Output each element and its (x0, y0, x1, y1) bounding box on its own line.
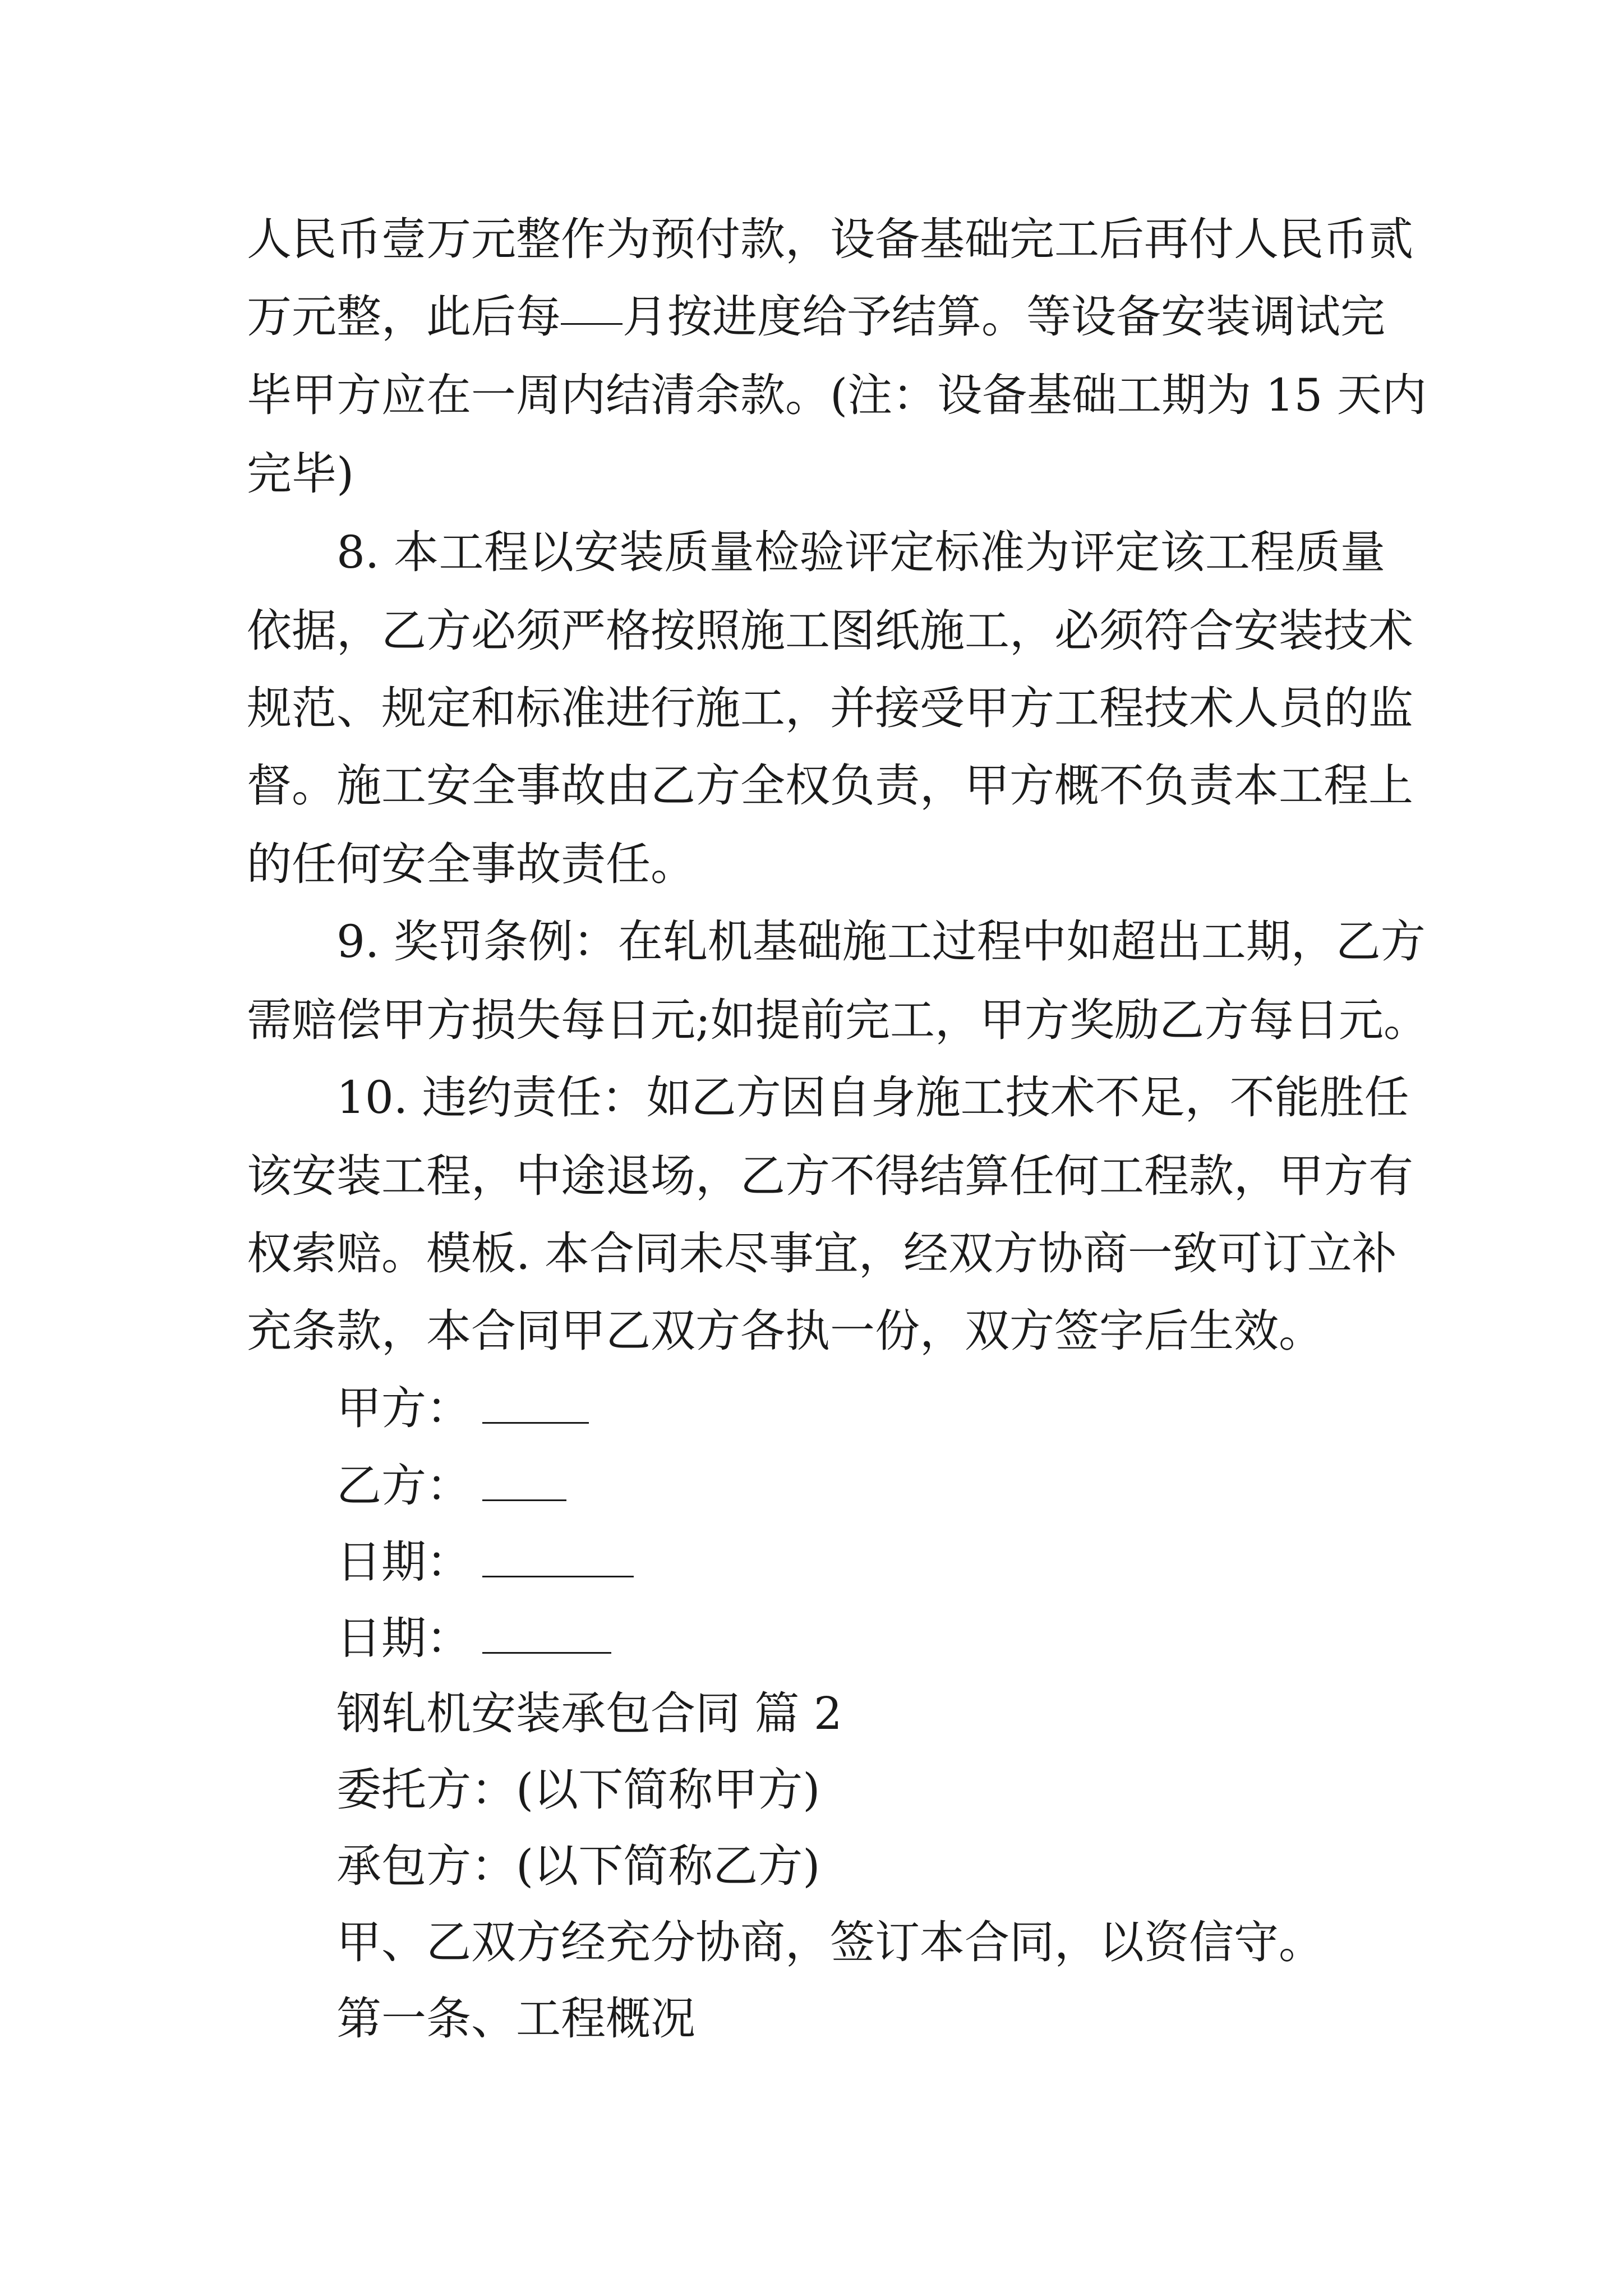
date2-label: 日期： (336, 1612, 471, 1664)
section2-article1: 第一条、工程概况 (336, 1993, 695, 2045)
party-a-signature (336, 1378, 1475, 1439)
para7-line2 (247, 286, 1385, 348)
party-a-blank (482, 1385, 589, 1424)
para10-line1-text: 10. 违约责任：如乙方因自身施工技术不足，不能胜任 (336, 1071, 1409, 1124)
party-b-signature (336, 1455, 1475, 1517)
para8-line2: 依据，乙方必须严格按照施工图纸施工，必须符合安装技术 (247, 605, 1413, 657)
section2-intro: 甲、乙双方经充分协商，签订本合同，以资信守。 (336, 1916, 1324, 1968)
para8-line4: 督。施工安全事故由乙方全权负责，甲方概不负责本工程上 (247, 760, 1413, 812)
para9-line2: 需赔偿甲方损失每日元;如提前完工，甲方奖励乙方每日元。 (247, 994, 1428, 1046)
para7-line3: 毕甲方应在一周内结清余款。(注：设备基础工期为 15 天内 (247, 369, 1427, 421)
para7-line2-start: 万元整，此后每 (247, 291, 561, 343)
para9-line1 (336, 911, 1426, 973)
para9-line1-text: 9. 奖罚条例：在轧机基础施工过程中如超出工期，乙方 (336, 915, 1426, 968)
para10-line2: 该安装工程，中途退场，乙方不得结算任何工程款，甲方有 (247, 1150, 1413, 1202)
party-b-blank (482, 1462, 566, 1501)
party-a-label: 甲方： (336, 1382, 471, 1434)
section2-client: 委托方：(以下简称甲方) (336, 1764, 820, 1816)
para10-line4: 充条款，本合同甲乙双方各执一份，双方签字后生效。 (247, 1305, 1324, 1357)
para8-line1-text: 8. 本工程以安装质量检验评定标准为评定该工程质量 (336, 526, 1385, 578)
date1-blank (482, 1539, 634, 1577)
section2-contractor: 承包方：(以下简称乙方) (336, 1840, 820, 1892)
section2-title: 钢轧机安装承包合同 篇 2 (336, 1687, 842, 1740)
para7-line2-end: 月按进度给予结算。等设备安装调试完 (623, 291, 1385, 343)
party-b-label: 乙方： (336, 1460, 471, 1512)
para8-line1 (336, 522, 1385, 583)
date1-signature (336, 1531, 1475, 1593)
date2-blank (482, 1615, 611, 1654)
period-blank (561, 286, 623, 325)
para10-line1 (336, 1067, 1409, 1129)
date1-label: 日期： (336, 1536, 471, 1588)
para7-line1: 人民币壹万元整作为预付款，设备基础完工后再付人民币贰 (247, 213, 1413, 265)
para8-line3: 规范、规定和标准进行施工，并接受甲方工程技术人员的监 (247, 682, 1413, 734)
date2-signature (336, 1608, 1475, 1669)
para7-line4: 完毕) (247, 448, 354, 500)
para8-line5: 的任何安全事故责任。 (247, 838, 695, 890)
para10-line3: 权索赔。模板. 本合同未尽事宜，经双方协商一致可订立补 (247, 1227, 1397, 1280)
